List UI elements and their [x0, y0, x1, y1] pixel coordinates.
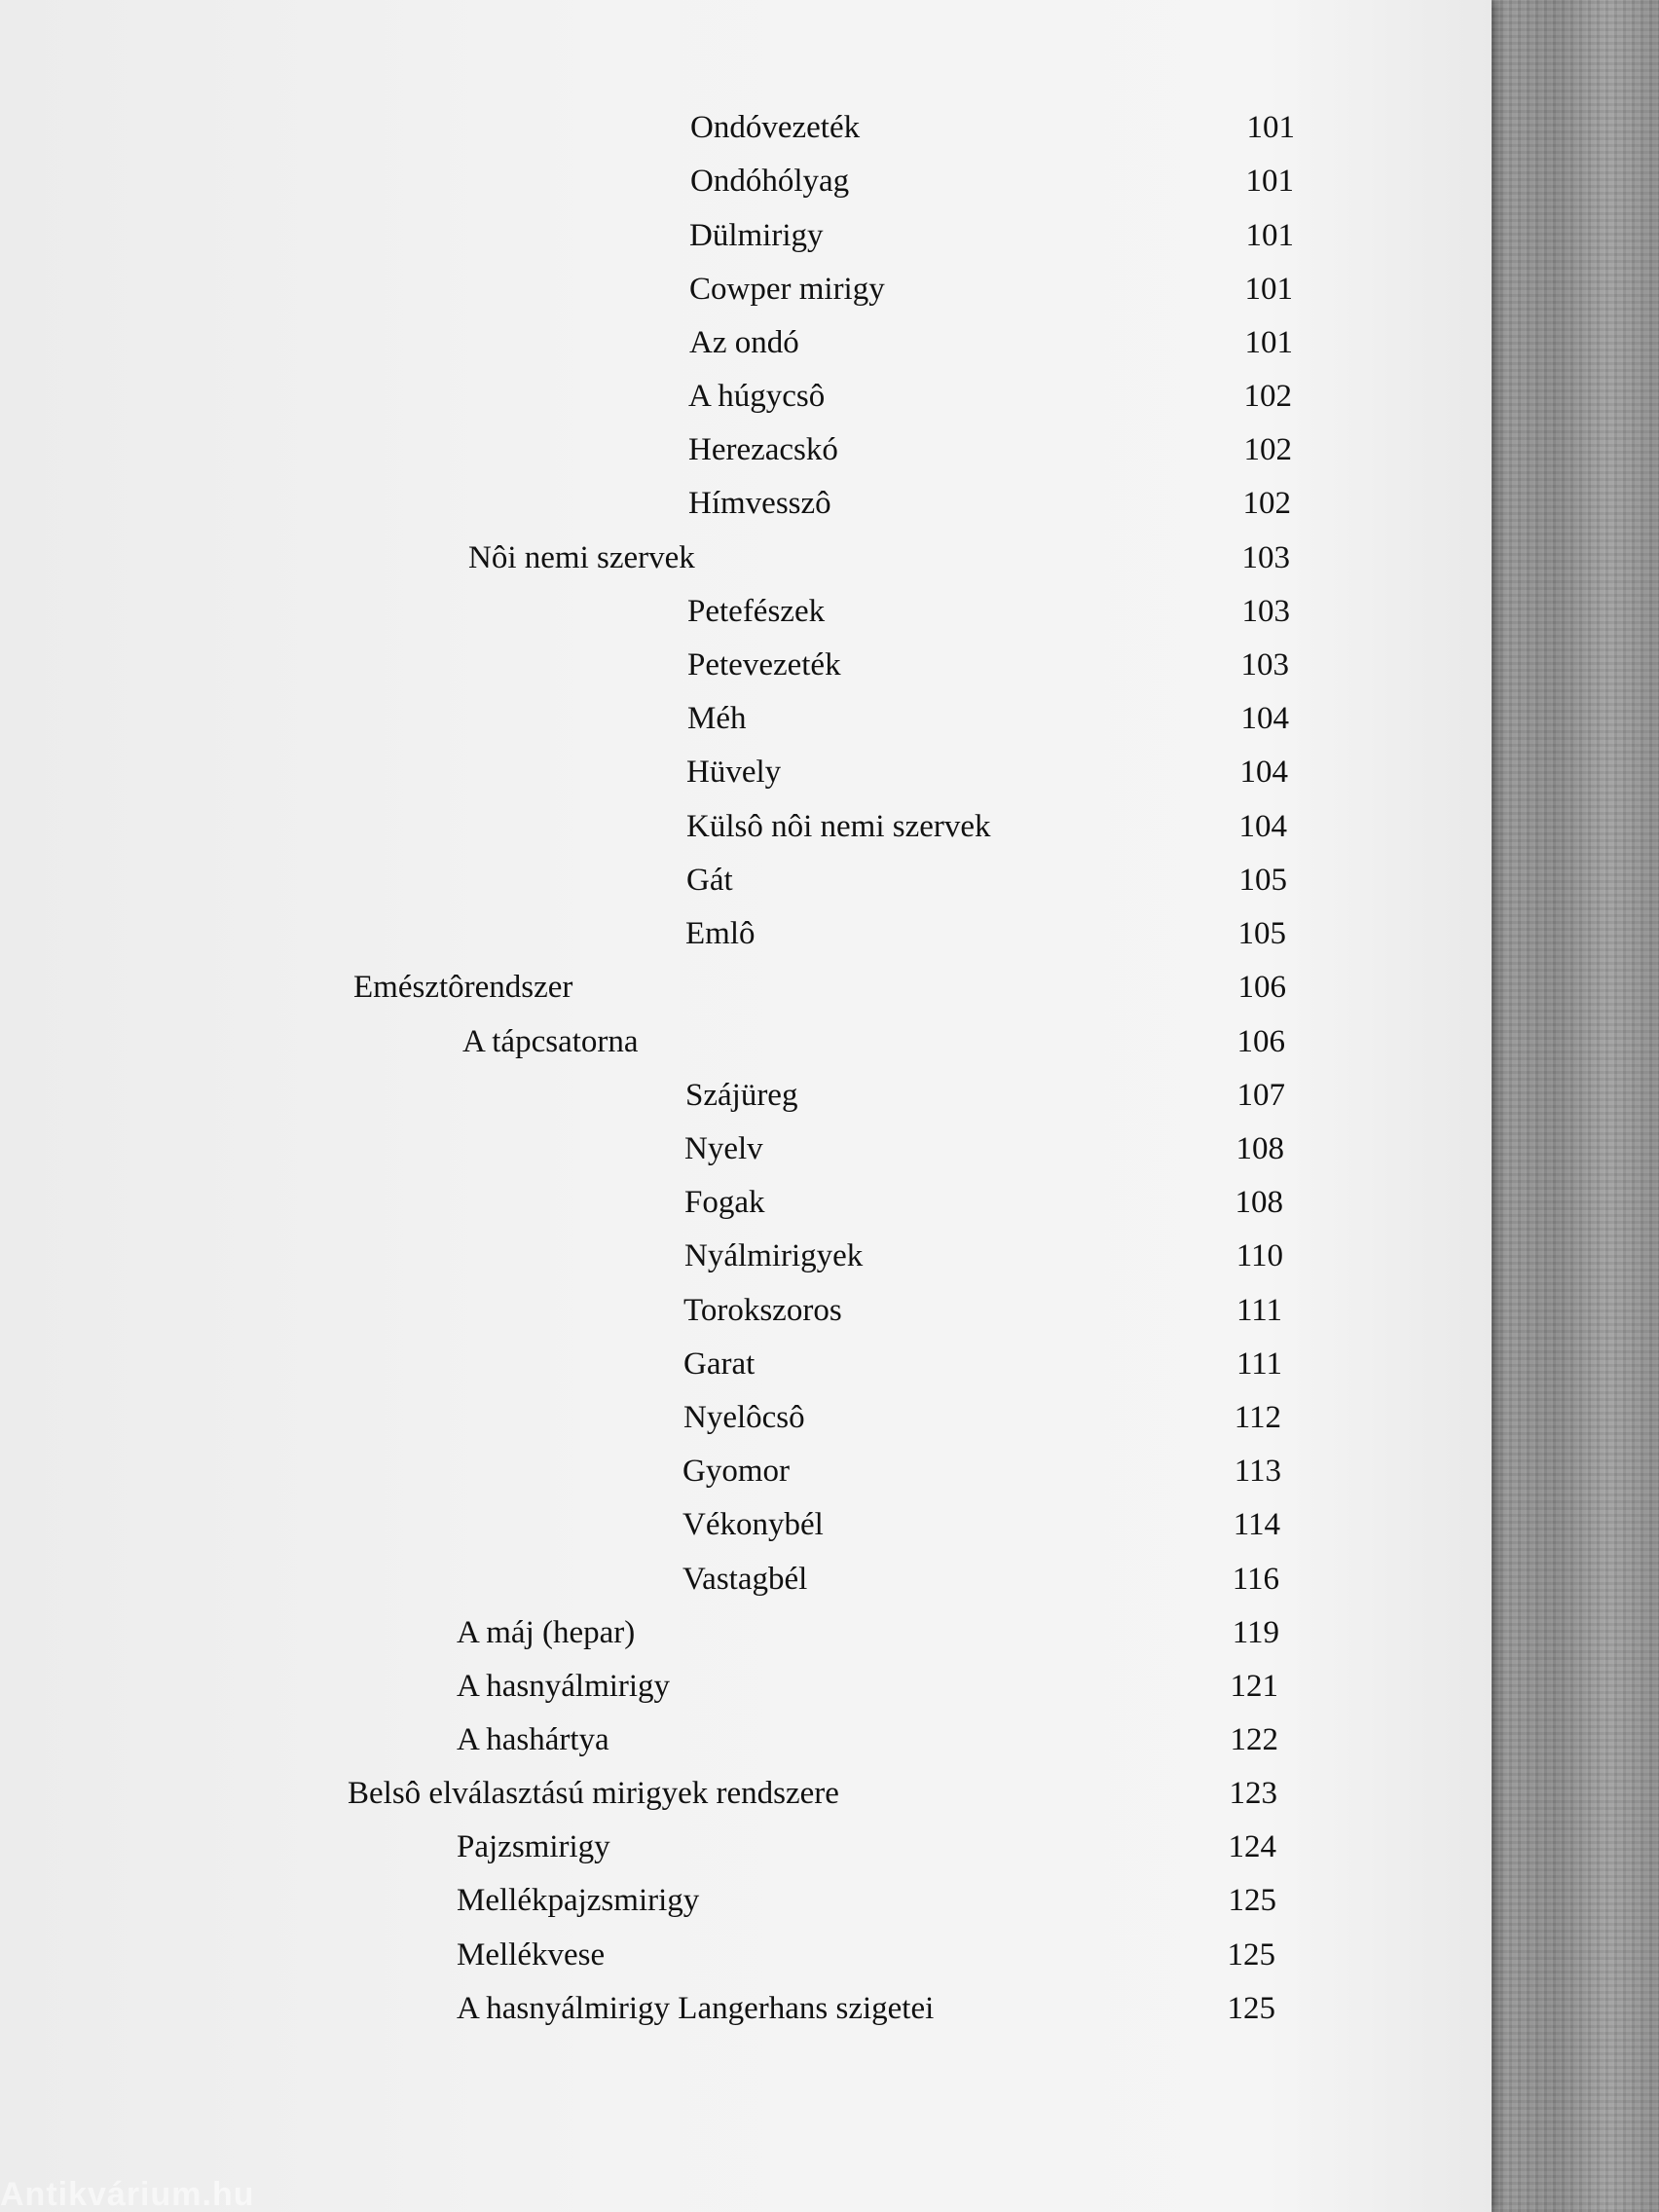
toc-entry-title: Emésztôrendszer — [353, 970, 573, 1005]
toc-entry — [0, 1874, 1492, 1927]
toc-entry — [0, 746, 1492, 798]
toc-entry-page-number: 125 — [1228, 1883, 1276, 1918]
toc-entry-page-number: 108 — [1235, 1185, 1283, 1220]
toc-entry-title: Dülmirigy — [689, 218, 824, 253]
toc-entry-page-number: 104 — [1240, 701, 1289, 736]
toc-entry — [0, 1821, 1492, 1873]
toc-entry-title: A máj (hepar) — [457, 1615, 636, 1650]
toc-entry-page-number: 123 — [1229, 1776, 1277, 1811]
toc-entry-title: Herezacskó — [688, 432, 838, 467]
toc-entry — [0, 101, 1492, 154]
toc-entry-page-number: 112 — [1234, 1400, 1281, 1435]
toc-entry-page-number: 105 — [1237, 916, 1286, 951]
toc-entry-title: Torokszoros — [683, 1293, 842, 1328]
toc-entry-page-number: 102 — [1243, 432, 1292, 467]
toc-entry-title: Vékonybél — [682, 1507, 824, 1542]
toc-entry-page-number: 106 — [1236, 1024, 1285, 1059]
toc-entry-title: Ondóvezeték — [690, 110, 861, 145]
toc-entry-title: Ondóhólyag — [690, 164, 850, 199]
toc-entry-page-number: 125 — [1227, 1991, 1275, 2026]
toc-entry — [0, 477, 1492, 530]
toc-entry — [0, 532, 1492, 584]
toc-entry-title: Cowper mirigy — [689, 272, 885, 307]
toc-entry-title: Nyelv — [684, 1131, 763, 1166]
toc-entry-title: Belsô elválasztású mirigyek rendszere — [348, 1776, 839, 1811]
toc-entry-title: Nyelôcsô — [683, 1400, 805, 1435]
toc-entry-title: A tápcsatorna — [462, 1024, 639, 1059]
watermark-text: Antikvárium.hu — [0, 2177, 255, 2212]
toc-entry-title: Gyomor — [682, 1454, 790, 1489]
toc-entry-page-number: 121 — [1230, 1669, 1278, 1704]
toc-entry-title: A hasnyálmirigy Langerhans szigetei — [457, 1991, 935, 2026]
toc-entry-title: Petevezeték — [687, 647, 841, 682]
toc-entry-page-number: 110 — [1235, 1238, 1283, 1273]
toc-entry — [0, 1230, 1492, 1282]
toc-entry — [0, 1606, 1492, 1659]
toc-entry — [0, 424, 1492, 476]
toc-entry-page-number: 111 — [1235, 1293, 1282, 1328]
toc-entry-title: A hashártya — [457, 1722, 609, 1757]
toc-entry — [0, 370, 1492, 423]
toc-entry-page-number: 107 — [1236, 1078, 1285, 1113]
toc-entry — [0, 1338, 1492, 1390]
toc-entry-page-number: 104 — [1239, 755, 1288, 790]
toc-entry-page-number: 124 — [1228, 1829, 1276, 1864]
toc-entry-page-number: 102 — [1242, 486, 1291, 521]
toc-entry — [0, 1982, 1492, 2035]
toc-entry-page-number: 101 — [1244, 272, 1293, 307]
toc-entry-title: Hüvely — [686, 755, 782, 790]
toc-entry-title: Méh — [687, 701, 747, 736]
toc-entry-title: Emlô — [685, 916, 756, 951]
toc-entry-page-number: 116 — [1232, 1562, 1279, 1597]
toc-entry-title: Gát — [686, 863, 733, 898]
toc-entry-page-number: 125 — [1227, 1937, 1275, 1972]
toc-entry-page-number: 101 — [1246, 110, 1295, 145]
toc-entry — [0, 585, 1492, 638]
toc-entry-title: Pajzsmirigy — [457, 1829, 610, 1864]
toc-entry — [0, 1660, 1492, 1713]
toc-entry-title: Az ondó — [689, 325, 799, 360]
toc-entry — [0, 1714, 1492, 1766]
toc-entry-page-number: 103 — [1240, 647, 1289, 682]
toc-entry-title: Fogak — [684, 1185, 765, 1220]
toc-entry — [0, 639, 1492, 691]
toc-entry — [0, 1176, 1492, 1229]
toc-entry-page-number: 119 — [1232, 1615, 1279, 1650]
toc-entry — [0, 316, 1492, 369]
toc-entry-title: Mellékvese — [457, 1937, 606, 1972]
toc-entry — [0, 1767, 1492, 1820]
toc-entry-title: Nôi nemi szervek — [468, 540, 695, 575]
toc-entry — [0, 155, 1492, 207]
toc-entry-title: Petefészek — [687, 594, 826, 629]
toc-entry — [0, 692, 1492, 745]
toc-entry — [0, 1069, 1492, 1122]
toc-entry-page-number: 122 — [1230, 1722, 1278, 1757]
toc-entry — [0, 1929, 1492, 1981]
toc-entry — [0, 1445, 1492, 1497]
toc-entry-title: Külsô nôi nemi szervek — [686, 809, 991, 844]
toc-entry-title: Mellékpajzsmirigy — [457, 1883, 700, 1918]
toc-entry — [0, 263, 1492, 315]
desk-background — [1490, 0, 1659, 2212]
toc-entry — [0, 1284, 1492, 1337]
toc-entry — [0, 1553, 1492, 1605]
toc-entry-page-number: 111 — [1235, 1346, 1282, 1382]
toc-entry — [0, 209, 1492, 262]
toc-entry-title: Vastagbél — [682, 1562, 808, 1597]
toc-entry-page-number: 108 — [1235, 1131, 1284, 1166]
toc-entry-page-number: 101 — [1245, 218, 1294, 253]
toc-entry-page-number: 105 — [1238, 863, 1287, 898]
toc-entry-page-number: 103 — [1241, 594, 1290, 629]
toc-entry — [0, 800, 1492, 853]
toc-entry — [0, 1015, 1492, 1068]
toc-entry — [0, 907, 1492, 960]
toc-entry-page-number: 106 — [1237, 970, 1286, 1005]
toc-entry — [0, 1391, 1492, 1444]
toc-entry-title: Szájüreg — [685, 1078, 798, 1113]
toc-entry-title: Garat — [683, 1346, 756, 1382]
toc-entry-page-number: 101 — [1244, 325, 1293, 360]
toc-entry — [0, 854, 1492, 906]
toc-entry-title: A húgycsô — [688, 379, 826, 414]
toc-entry-page-number: 103 — [1241, 540, 1290, 575]
toc-entry-page-number: 102 — [1243, 379, 1292, 414]
toc-entry-page-number: 104 — [1238, 809, 1287, 844]
toc-entry-page-number: 101 — [1245, 164, 1294, 199]
toc-entry-title: Hímvesszô — [688, 486, 831, 521]
toc-entry — [0, 1498, 1492, 1551]
toc-entry — [0, 961, 1492, 1014]
toc-entry-title: A hasnyálmirigy — [457, 1669, 671, 1704]
toc-entry — [0, 1123, 1492, 1175]
toc-entry-page-number: 114 — [1233, 1507, 1280, 1542]
toc-entry-page-number: 113 — [1234, 1454, 1281, 1489]
toc-entry-title: Nyálmirigyek — [684, 1238, 864, 1273]
